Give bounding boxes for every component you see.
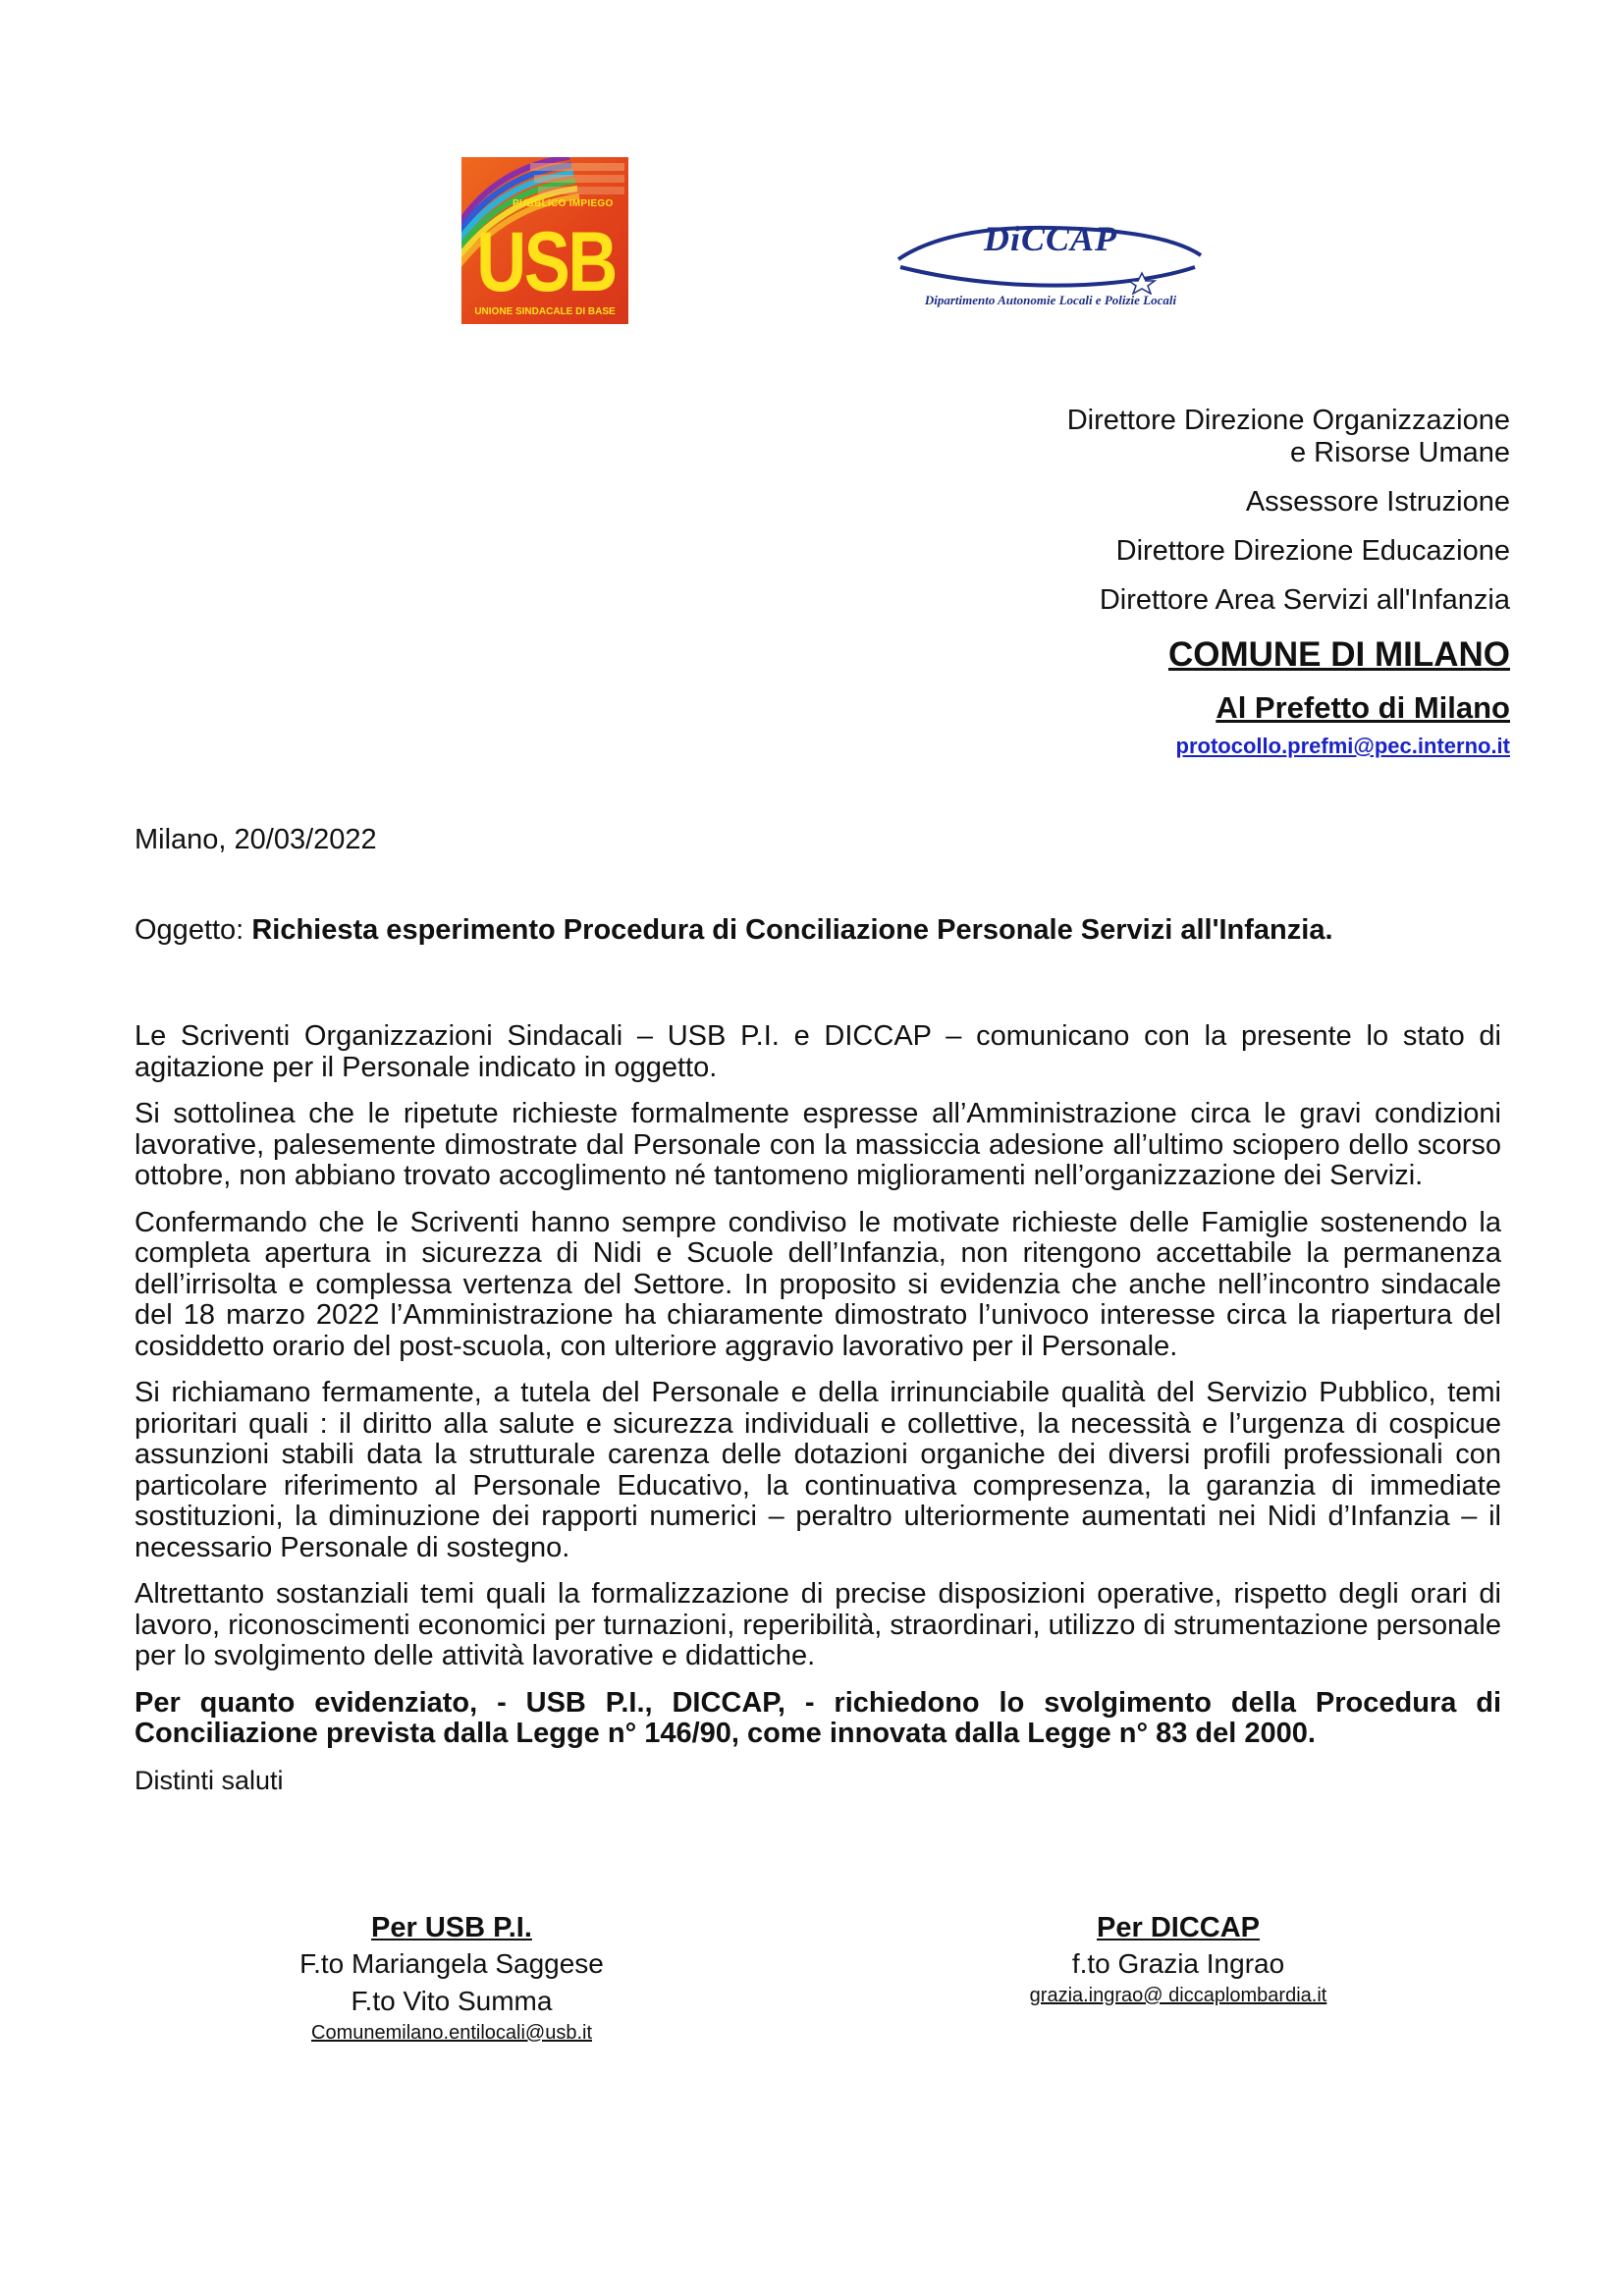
signature-usb-email-link[interactable]: Comunemilano.entilocali@usb.it (311, 2022, 592, 2044)
recipient-prefetto: Al Prefetto di Milano (1216, 690, 1510, 725)
body-paragraph: Si sottolinea che le ripetute richieste formalmente espresse all’Amministrazione circa le gravi condizioni lavorative, palesemente dimostrate dal Personale con la massiccia adesione all’ultimo sciopero dello scorso ottobre, non abbiano trovato accoglimento né tantomeno miglioramenti nell’organizzazione dei Servizi. (135, 1098, 1501, 1191)
diccap-logo-word: DiCCAP (983, 219, 1118, 258)
recipient-comune: COMUNE DI MILANO (1167, 635, 1510, 674)
usb-logo-top-text: PUBBLICO IMPIEGO (513, 198, 614, 209)
signature-usb-name: F.to Vito Summa (351, 1986, 553, 2016)
recipient-line: e Risorse Umane (1289, 437, 1510, 468)
signature-diccap-name: f.to Grazia Ingrao (1071, 1948, 1285, 1979)
signature-usb-name: F.to Mariangela Saggese (299, 1948, 604, 1979)
recipient-line: Direttore Area Servizi all'Infanzia (1099, 584, 1510, 616)
recipient-line: Direttore Direzione Organizzazione (1066, 405, 1510, 436)
greeting: Distinti saluti (135, 1765, 284, 1795)
recipient-line: Direttore Direzione Educazione (1115, 535, 1510, 567)
body-paragraph: Si richiamano fermamente, a tutela del Personale e della irrinunciabile qualità del Servizio Pubblico, temi prioritari quali : il diritto alla salute e sicurezza individuali e collettive, la necessità e l’urgenza di cospicue assunzioni stabili data la strutturale carenza delle dotazioni organiche dei diversi profili professionali con particolare riferimento al Personale Educativo, la continuativa compresenza, la garanzia di immediate sostituzioni, la diminuzione dei rapporti numerici – peraltro ulteriormente aumentati nei Nidi d’Infanzia – il necessario Personale di sostegno. (135, 1377, 1501, 1563)
body-paragraph: Le Scriventi Organizzazioni Sindacali – USB P.I. e DICCAP – comunicano con la presente lo stato di agitazione per il Personale indicato in oggetto. (135, 1020, 1501, 1083)
body-paragraph: Confermando che le Scriventi hanno sempre condiviso le motivate richieste delle Famiglie sostenendo la completa apertura in sicurezza di Nidi e Scuole dell’Infanzia, non ritengono accettabile la permanenza dell’irrisolta e complessa vertenza del Settore. In proposito si evidenzia che anche nell’incontro sindacale del 18 marzo 2022 l’Amministrazione ha chiaramente dimostrato l’univoco interesse circa la riapertura del cosiddetto orario del post-scuola, con ulteriore aggravio lavorativo per il Personale. (135, 1206, 1501, 1362)
signature-usb-title: Per USB P.I. (371, 1912, 532, 1943)
letter-date: Milano, 20/03/2022 (135, 824, 377, 855)
signature-usb (285, 1910, 619, 2046)
letter-subject (135, 915, 1501, 946)
subject-text: Richiesta esperimento Procedura di Conciliazione Personale Servizi all'Infanzia. (251, 914, 1333, 946)
body-paragraph: Altrettanto sostanziali temi quali la formalizzazione di precise disposizioni operative, rispetto degli orari di lavoro, riconoscimenti economici per turnazioni, reperibilità, straordinari, utilizzo di strumentazione personale per lo svolgimento delle attività lavorative e didattiche. (135, 1578, 1501, 1671)
recipients-block (823, 405, 1510, 760)
recipient-line: Assessore Istruzione (1245, 486, 1510, 518)
usb-logo (461, 157, 628, 324)
signature-diccap-title: Per DICCAP (1097, 1912, 1260, 1943)
letter-body (135, 1021, 1501, 1812)
diccap-logo (889, 216, 1213, 319)
prefetto-pec-link[interactable]: protocollo.prefmi@pec.interno.it (1175, 734, 1510, 758)
usb-logo-bottom-text: UNIONE SINDACALE DI BASE (474, 306, 616, 317)
closing-request: Per quanto evidenziato, - USB P.I., DICCAP, - richiedono lo svolgimento della Procedura di Conciliazione prevista dalla Legge n° 146/90, come innovata dalla Legge n° 83 del 2000. (135, 1686, 1501, 1749)
usb-logo-word: USB (476, 215, 616, 309)
subject-label: Oggetto: (135, 914, 244, 946)
signature-diccap (1011, 1910, 1345, 2008)
diccap-logo-subtitle: Dipartimento Autonomie Locali e Polizie Locali (924, 293, 1177, 307)
signature-diccap-email-link[interactable]: grazia.ingrao@ diccaplombardia.it (1029, 1985, 1327, 2006)
